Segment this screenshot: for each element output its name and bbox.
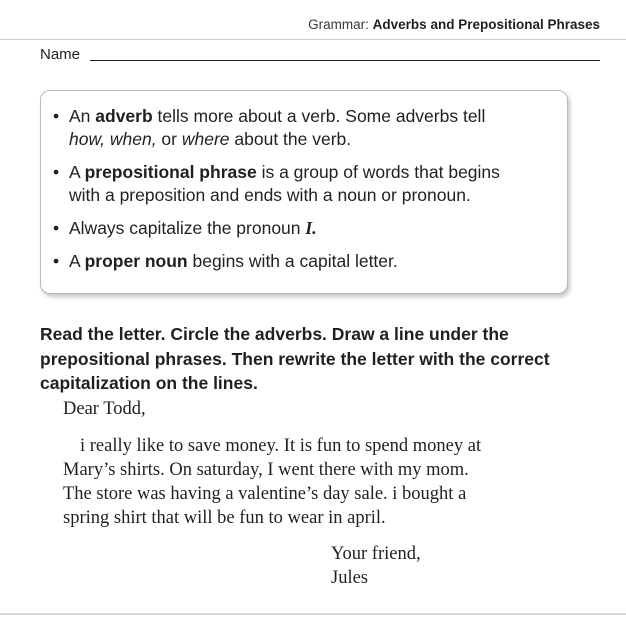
rule-text: Always capitalize the pronoun bbox=[69, 218, 306, 238]
name-label: Name bbox=[40, 46, 81, 63]
bullet: • bbox=[53, 106, 60, 126]
rule-proper-noun bbox=[53, 250, 553, 273]
name-field bbox=[40, 46, 600, 66]
letter-body-line: spring shirt that will be fun to wear in april. bbox=[63, 508, 386, 528]
term-prepositional-phrase: prepositional phrase bbox=[84, 162, 257, 182]
bullet: • bbox=[53, 218, 60, 238]
rule-text: A bbox=[69, 162, 85, 182]
bullet: • bbox=[53, 162, 60, 182]
worksheet-header bbox=[308, 17, 600, 32]
rule-text: about the verb. bbox=[229, 129, 352, 149]
bullet: • bbox=[53, 251, 60, 271]
directions-line: prepositional phrases. Then rewrite the letter with the correct bbox=[40, 348, 550, 369]
header-topic: Adverbs and Prepositional Phrases bbox=[372, 17, 600, 32]
directions bbox=[40, 322, 610, 396]
grammar-rules-box bbox=[40, 90, 568, 294]
rule-prepositional-phrase bbox=[53, 161, 553, 207]
rule-pronoun-i bbox=[53, 217, 553, 240]
term-proper-noun: proper noun bbox=[84, 251, 188, 271]
letter-body-line: The store was having a valentine’s day sale. i bought a bbox=[63, 484, 467, 504]
rule-prepositional-line-2: with a preposition and ends with a noun or pronoun. bbox=[69, 185, 471, 205]
letter-signature: Jules bbox=[331, 568, 368, 588]
letter-body-line: i really like to save money. It is fun to spend money at bbox=[80, 436, 482, 456]
rule-adverb-line-2 bbox=[69, 128, 553, 151]
rule-italic: how, when, bbox=[69, 129, 157, 149]
pronoun-i: I. bbox=[305, 218, 317, 238]
letter-body-line: Mary’s shirts. On saturday, I went there with my mom. bbox=[63, 460, 469, 480]
name-write-line[interactable] bbox=[90, 60, 600, 61]
rule-text: tells more about a verb. Some adverbs tell bbox=[152, 106, 486, 126]
rule-text: is a group of words that begins bbox=[256, 162, 500, 182]
directions-line: Read the letter. Circle the adverbs. Draw a line under the bbox=[40, 324, 509, 344]
directions-line: capitalization on the lines. bbox=[40, 373, 258, 393]
rule-proper-noun-line bbox=[69, 250, 553, 273]
rule-pronoun-line bbox=[69, 217, 553, 240]
rule-text: begins with a capital letter. bbox=[187, 251, 398, 271]
rule-text: or bbox=[156, 129, 182, 149]
rule-adverb-line-1 bbox=[69, 105, 553, 128]
header-subject: Grammar: bbox=[308, 17, 373, 32]
letter-greeting: Dear Todd, bbox=[63, 399, 146, 419]
rule-italic: where bbox=[181, 129, 230, 149]
term-adverb: adverb bbox=[95, 106, 153, 126]
letter-closing: Your friend, bbox=[331, 544, 421, 564]
rule-adverb bbox=[53, 105, 553, 151]
page-bottom-divider bbox=[0, 613, 626, 615]
rule-text: A bbox=[69, 251, 85, 271]
rule-prepositional-line-1 bbox=[69, 161, 553, 184]
rule-text: An bbox=[69, 106, 96, 126]
